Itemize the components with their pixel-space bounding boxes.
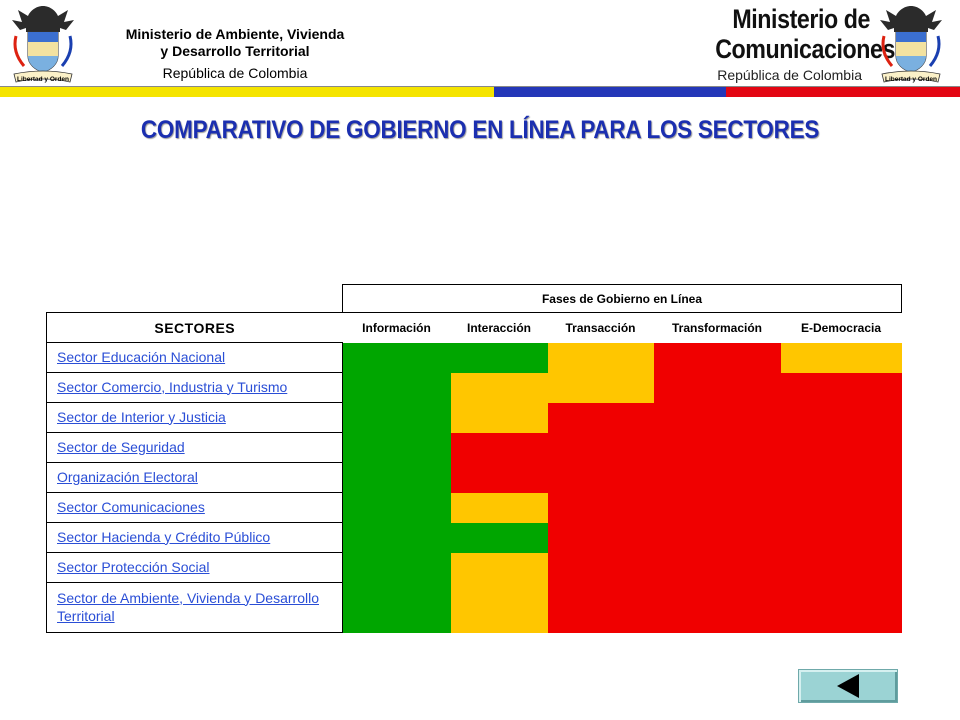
status-cell-transformacion-red <box>654 343 781 373</box>
right-heading-line1: Ministerio de <box>732 4 870 34</box>
sectors-header: SECTORES <box>47 313 343 343</box>
column-header-informacion: Información <box>362 320 431 335</box>
table-row <box>47 433 902 463</box>
status-cell-transaccion-red <box>548 463 654 493</box>
table-row <box>47 553 902 583</box>
colombia-coat-of-arms-right <box>876 2 946 88</box>
status-cell-e-democracia-red <box>781 433 902 463</box>
back-button[interactable] <box>798 669 898 703</box>
column-header-interaccion: Interacción <box>466 320 532 335</box>
sector-name-cell <box>47 553 343 583</box>
ministry-comunicaciones-heading <box>690 4 895 83</box>
status-cell-transformacion-red <box>654 463 781 493</box>
status-cell-transaccion-red <box>548 523 654 553</box>
status-cell-transaccion-yellow <box>548 343 654 373</box>
status-cell-transaccion-red <box>548 583 654 633</box>
status-cell-informacion-green <box>343 583 451 633</box>
right-heading-line2: Comunicaciones <box>715 34 895 64</box>
table-corner-empty <box>47 285 343 313</box>
sector-name-cell <box>47 343 343 373</box>
sector-name-cell <box>47 373 343 403</box>
status-cell-e-democracia-red <box>781 463 902 493</box>
status-cell-e-democracia-red <box>781 403 902 433</box>
status-cell-transaccion-red <box>548 403 654 433</box>
sector-comparison-table <box>46 284 902 633</box>
status-cell-e-democracia-red <box>781 373 902 403</box>
sector-link[interactable]: Sector Protección Social <box>57 558 210 575</box>
status-cell-informacion-green <box>343 463 451 493</box>
colombia-coat-of-arms-left <box>8 2 78 88</box>
status-cell-informacion-green <box>343 403 451 433</box>
status-cell-interaccion-yellow <box>451 403 548 433</box>
colombian-flag-bar <box>0 86 960 97</box>
sector-name-cell <box>47 523 343 553</box>
status-cell-informacion-green <box>343 523 451 553</box>
status-cell-informacion-green <box>343 373 451 403</box>
ministry-ambiente-heading <box>100 26 370 82</box>
sector-link[interactable]: Organización Electoral <box>57 468 198 485</box>
column-header-e-democracia: E-Democracia <box>800 320 882 335</box>
status-cell-interaccion-red <box>451 433 548 463</box>
status-cell-transformacion-red <box>654 583 781 633</box>
status-cell-transformacion-red <box>654 553 781 583</box>
sector-name-cell <box>47 433 343 463</box>
status-cell-informacion-green <box>343 433 451 463</box>
left-heading-line2: y Desarrollo Territorial <box>160 43 310 59</box>
status-cell-transaccion-red <box>548 433 654 463</box>
sector-link[interactable]: Sector Comercio, Industria y Turismo <box>57 378 288 395</box>
sector-link[interactable]: Sector Hacienda y Crédito Público <box>57 528 271 545</box>
status-cell-interaccion-yellow <box>451 553 548 583</box>
status-cell-transformacion-red <box>654 433 781 463</box>
svg-text:Libertad y Orden: Libertad y Orden <box>16 76 70 83</box>
sector-link[interactable]: Sector Educación Nacional <box>57 348 226 365</box>
status-cell-interaccion-yellow <box>451 373 548 403</box>
sector-link[interactable]: Sector de Ambiente, Vivienda y Desarrollo Territorial <box>57 589 319 624</box>
status-cell-informacion-green <box>343 553 451 583</box>
right-heading-country: República de Colombia <box>717 67 862 83</box>
sector-name-cell <box>47 403 343 433</box>
sector-link[interactable]: Sector de Interior y Justicia <box>57 408 226 425</box>
left-heading-line1: Ministerio de Ambiente, Vivienda <box>125 26 345 42</box>
triangle-left-icon <box>837 674 859 698</box>
status-cell-interaccion-green <box>451 343 548 373</box>
flag-stripe-blue <box>494 87 726 97</box>
flag-stripe-yellow <box>0 87 494 97</box>
table-row <box>47 463 902 493</box>
sector-name-cell <box>47 583 343 633</box>
status-cell-transaccion-red <box>548 493 654 523</box>
status-cell-informacion-green <box>343 343 451 373</box>
status-cell-informacion-green <box>343 493 451 523</box>
status-cell-transformacion-red <box>654 403 781 433</box>
column-header-transformacion: Transformación <box>671 320 763 335</box>
status-cell-interaccion-yellow <box>451 583 548 633</box>
table-row <box>47 583 902 633</box>
table-row <box>47 403 902 433</box>
left-heading-country: República de Colombia <box>162 65 308 81</box>
table-row <box>47 343 902 373</box>
status-cell-interaccion-yellow <box>451 493 548 523</box>
sector-link[interactable]: Sector de Seguridad <box>57 438 185 455</box>
svg-text:Libertad y Orden: Libertad y Orden <box>884 76 938 83</box>
status-cell-transformacion-red <box>654 523 781 553</box>
status-cell-e-democracia-yellow <box>781 343 902 373</box>
phases-header: Fases de Gobierno en Línea <box>343 285 902 313</box>
table-row <box>47 493 902 523</box>
sector-name-cell <box>47 463 343 493</box>
table-row <box>47 373 902 403</box>
column-header-transaccion: Transacción <box>565 320 636 335</box>
status-cell-transaccion-red <box>548 553 654 583</box>
status-cell-transformacion-red <box>654 373 781 403</box>
sector-name-cell <box>47 493 343 523</box>
status-cell-e-democracia-red <box>781 553 902 583</box>
status-cell-transformacion-red <box>654 493 781 523</box>
table-body <box>47 343 902 633</box>
status-cell-interaccion-green <box>451 523 548 553</box>
status-cell-e-democracia-red <box>781 493 902 523</box>
table-row <box>47 523 902 553</box>
status-cell-interaccion-red <box>451 463 548 493</box>
status-cell-transaccion-yellow <box>548 373 654 403</box>
flag-stripe-red <box>726 87 960 97</box>
status-cell-e-democracia-red <box>781 583 902 633</box>
page-title: COMPARATIVO DE GOBIERNO EN LÍNEA PARA LOS SECTORES <box>140 116 820 144</box>
sector-link[interactable]: Sector Comunicaciones <box>57 498 205 515</box>
status-cell-e-democracia-red <box>781 523 902 553</box>
